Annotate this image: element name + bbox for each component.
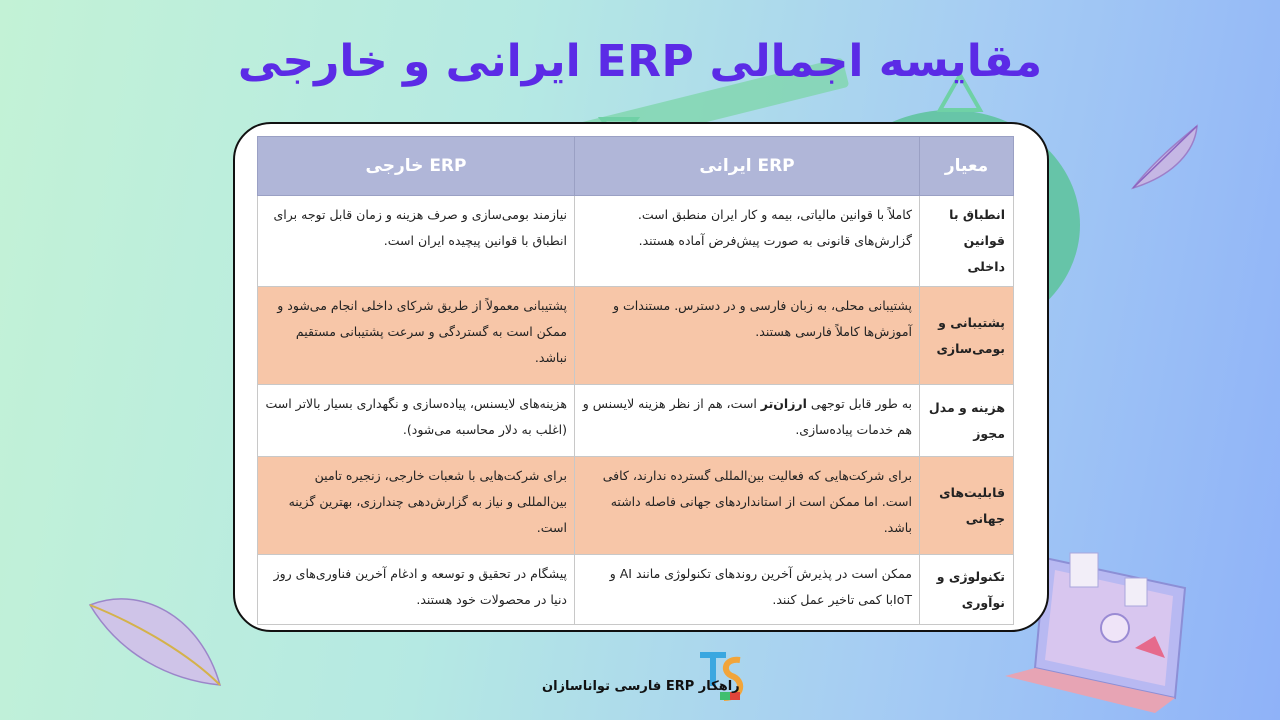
- iranian-cell: کاملاً با قوانین مالیاتی، بیمه و کار ایران منطبق است. گزارش‌های قانونی به صورت پیش‌فرض آماده هستند.: [575, 196, 920, 287]
- criterion-cell: انطباق با قوانین داخلی: [920, 196, 1014, 287]
- foreign-cell: پیشگام در تحقیق و توسعه و ادغام آخرین فناوری‌های روز دنیا در محصولات خود هستند.: [258, 555, 575, 625]
- table-row: [258, 385, 1014, 457]
- foreign-cell: نیازمند بومی‌سازی و صرف هزینه و زمان قابل توجه برای انطباق با قوانین پیچیده ایران است.: [258, 196, 575, 287]
- iranian-cell: ممکن است در پذیرش آخرین روندهای تکنولوژی مانند AI و IoTبا کمی تاخیر عمل کنند.: [575, 555, 920, 625]
- criterion-cell: قابلیت‌های جهانی: [920, 457, 1014, 555]
- foreign-cell: برای شرکت‌هایی با شعبات خارجی، زنجیره تامین بین‌المللی و نیاز به گزارش‌دهی چندارزی، بهترین گزینه است.: [258, 457, 575, 555]
- iranian-cell: [575, 385, 920, 457]
- criterion-cell: هزینه و مدل مجوز: [920, 385, 1014, 457]
- table-row: [258, 555, 1014, 625]
- iranian-cell: پشتیبانی محلی، به زبان فارسی و در دسترس. مستندات و آموزش‌ها کاملاً فارسی هستند.: [575, 287, 920, 385]
- iranian-text-pre: به طور قابل توجهی: [806, 396, 912, 411]
- table-row: [258, 287, 1014, 385]
- footer-caption: راهکار ERP فارسی تواناسازان: [542, 679, 740, 694]
- table-row: [258, 457, 1014, 555]
- feather-icon: [80, 585, 230, 695]
- comparison-table: [257, 136, 1014, 625]
- foreign-cell: پشتیبانی معمولاً از طریق شرکای داخلی انجام می‌شود و ممکن است به گستردگی و سرعت پشتیبانی مستقیم نباشد.: [258, 287, 575, 385]
- brand-logo-icon: [700, 652, 746, 704]
- iranian-cell: برای شرکت‌هایی که فعالیت بین‌المللی گسترده ندارند، کافی است. اما ممکن است از استانداردهای جهانی فاصله داشته باشد.: [575, 457, 920, 555]
- criterion-cell: تکنولوژی و نوآوری: [920, 555, 1014, 625]
- page-title: مقایسه اجمالی ERP ایرانی و خارجی: [237, 36, 1043, 87]
- table-header-row: [258, 137, 1014, 196]
- feather-icon: [1125, 120, 1205, 195]
- iranian-text-post: است، هم از نظر هزینه لایسنس و هم خدمات پیاده‌سازی.: [582, 396, 912, 437]
- foreign-cell: هزینه‌های لایسنس، پیاده‌سازی و نگهداری بسیار بالاتر است (اغلب به دلار محاسبه می‌شود).: [258, 385, 575, 457]
- header-iranian-erp: ERP ایرانی: [575, 137, 920, 196]
- iranian-text-bold: ارزان‌تر: [760, 396, 807, 411]
- table-row: [258, 196, 1014, 287]
- criterion-cell: پشتیبانی و بومی‌سازی: [920, 287, 1014, 385]
- header-foreign-erp: ERP خارجی: [258, 137, 575, 196]
- header-criterion: معیار: [920, 137, 1014, 196]
